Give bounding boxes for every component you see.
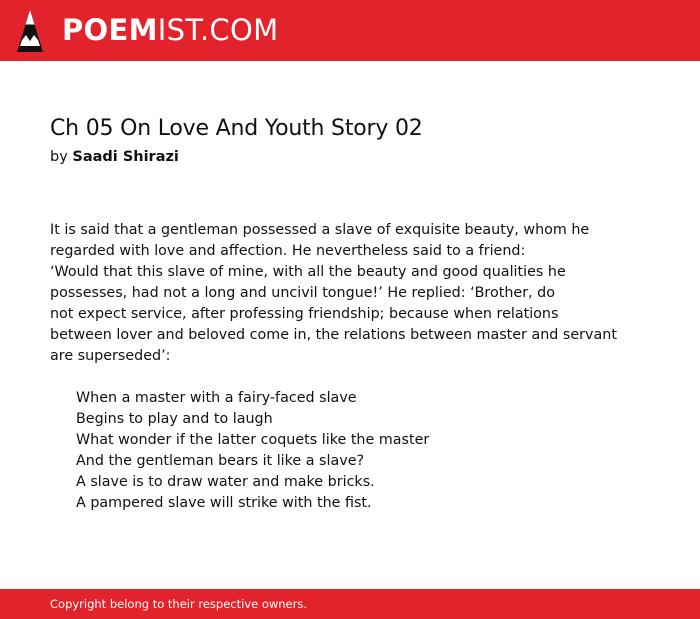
stanza-break bbox=[50, 367, 670, 388]
prose-line: not expect service, after professing friendship; because when relations bbox=[50, 306, 559, 322]
verse-line: And the gentleman bears it like a slave? bbox=[76, 453, 365, 469]
prose-line: are superseded’: bbox=[50, 348, 171, 364]
verse-line: When a master with a fairy-faced slave bbox=[76, 390, 357, 406]
footer-bar bbox=[0, 589, 700, 619]
verse-line: A pampered slave will strike with the fist. bbox=[76, 495, 372, 511]
author-name: Saadi Shirazi bbox=[72, 149, 179, 165]
poem-title: Ch 05 On Love And Youth Story 02 bbox=[50, 116, 423, 141]
verse-line: What wonder if the latter coquets like the master bbox=[76, 432, 430, 448]
site-logo[interactable] bbox=[62, 12, 278, 48]
byline bbox=[50, 149, 179, 165]
prose-line: between lover and beloved come in, the relations between master and servant bbox=[50, 327, 617, 343]
pencil-tip-icon bbox=[17, 10, 43, 52]
prose-line: regarded with love and affection. He nevertheless said to a friend: bbox=[50, 243, 526, 259]
by-label: by bbox=[50, 149, 68, 165]
logo-light-text: IST.COM bbox=[157, 13, 279, 47]
verse-line: A slave is to draw water and make bricks. bbox=[76, 474, 375, 490]
prose-line: possesses, had not a long and uncivil tongue!’ He replied: ‘Brother, do bbox=[50, 285, 555, 301]
header-bar bbox=[0, 0, 700, 61]
prose-line: ‘Would that this slave of mine, with all the beauty and good qualities he bbox=[50, 264, 566, 280]
verse-line: Begins to play and to laugh bbox=[76, 411, 273, 427]
poem-body bbox=[50, 220, 670, 514]
logo-bold-text: POEM bbox=[62, 13, 158, 47]
prose-line: It is said that a gentleman possessed a slave of exquisite beauty, whom he bbox=[50, 222, 590, 238]
copyright-notice: Copyright belong to their respective owners. bbox=[50, 597, 308, 611]
